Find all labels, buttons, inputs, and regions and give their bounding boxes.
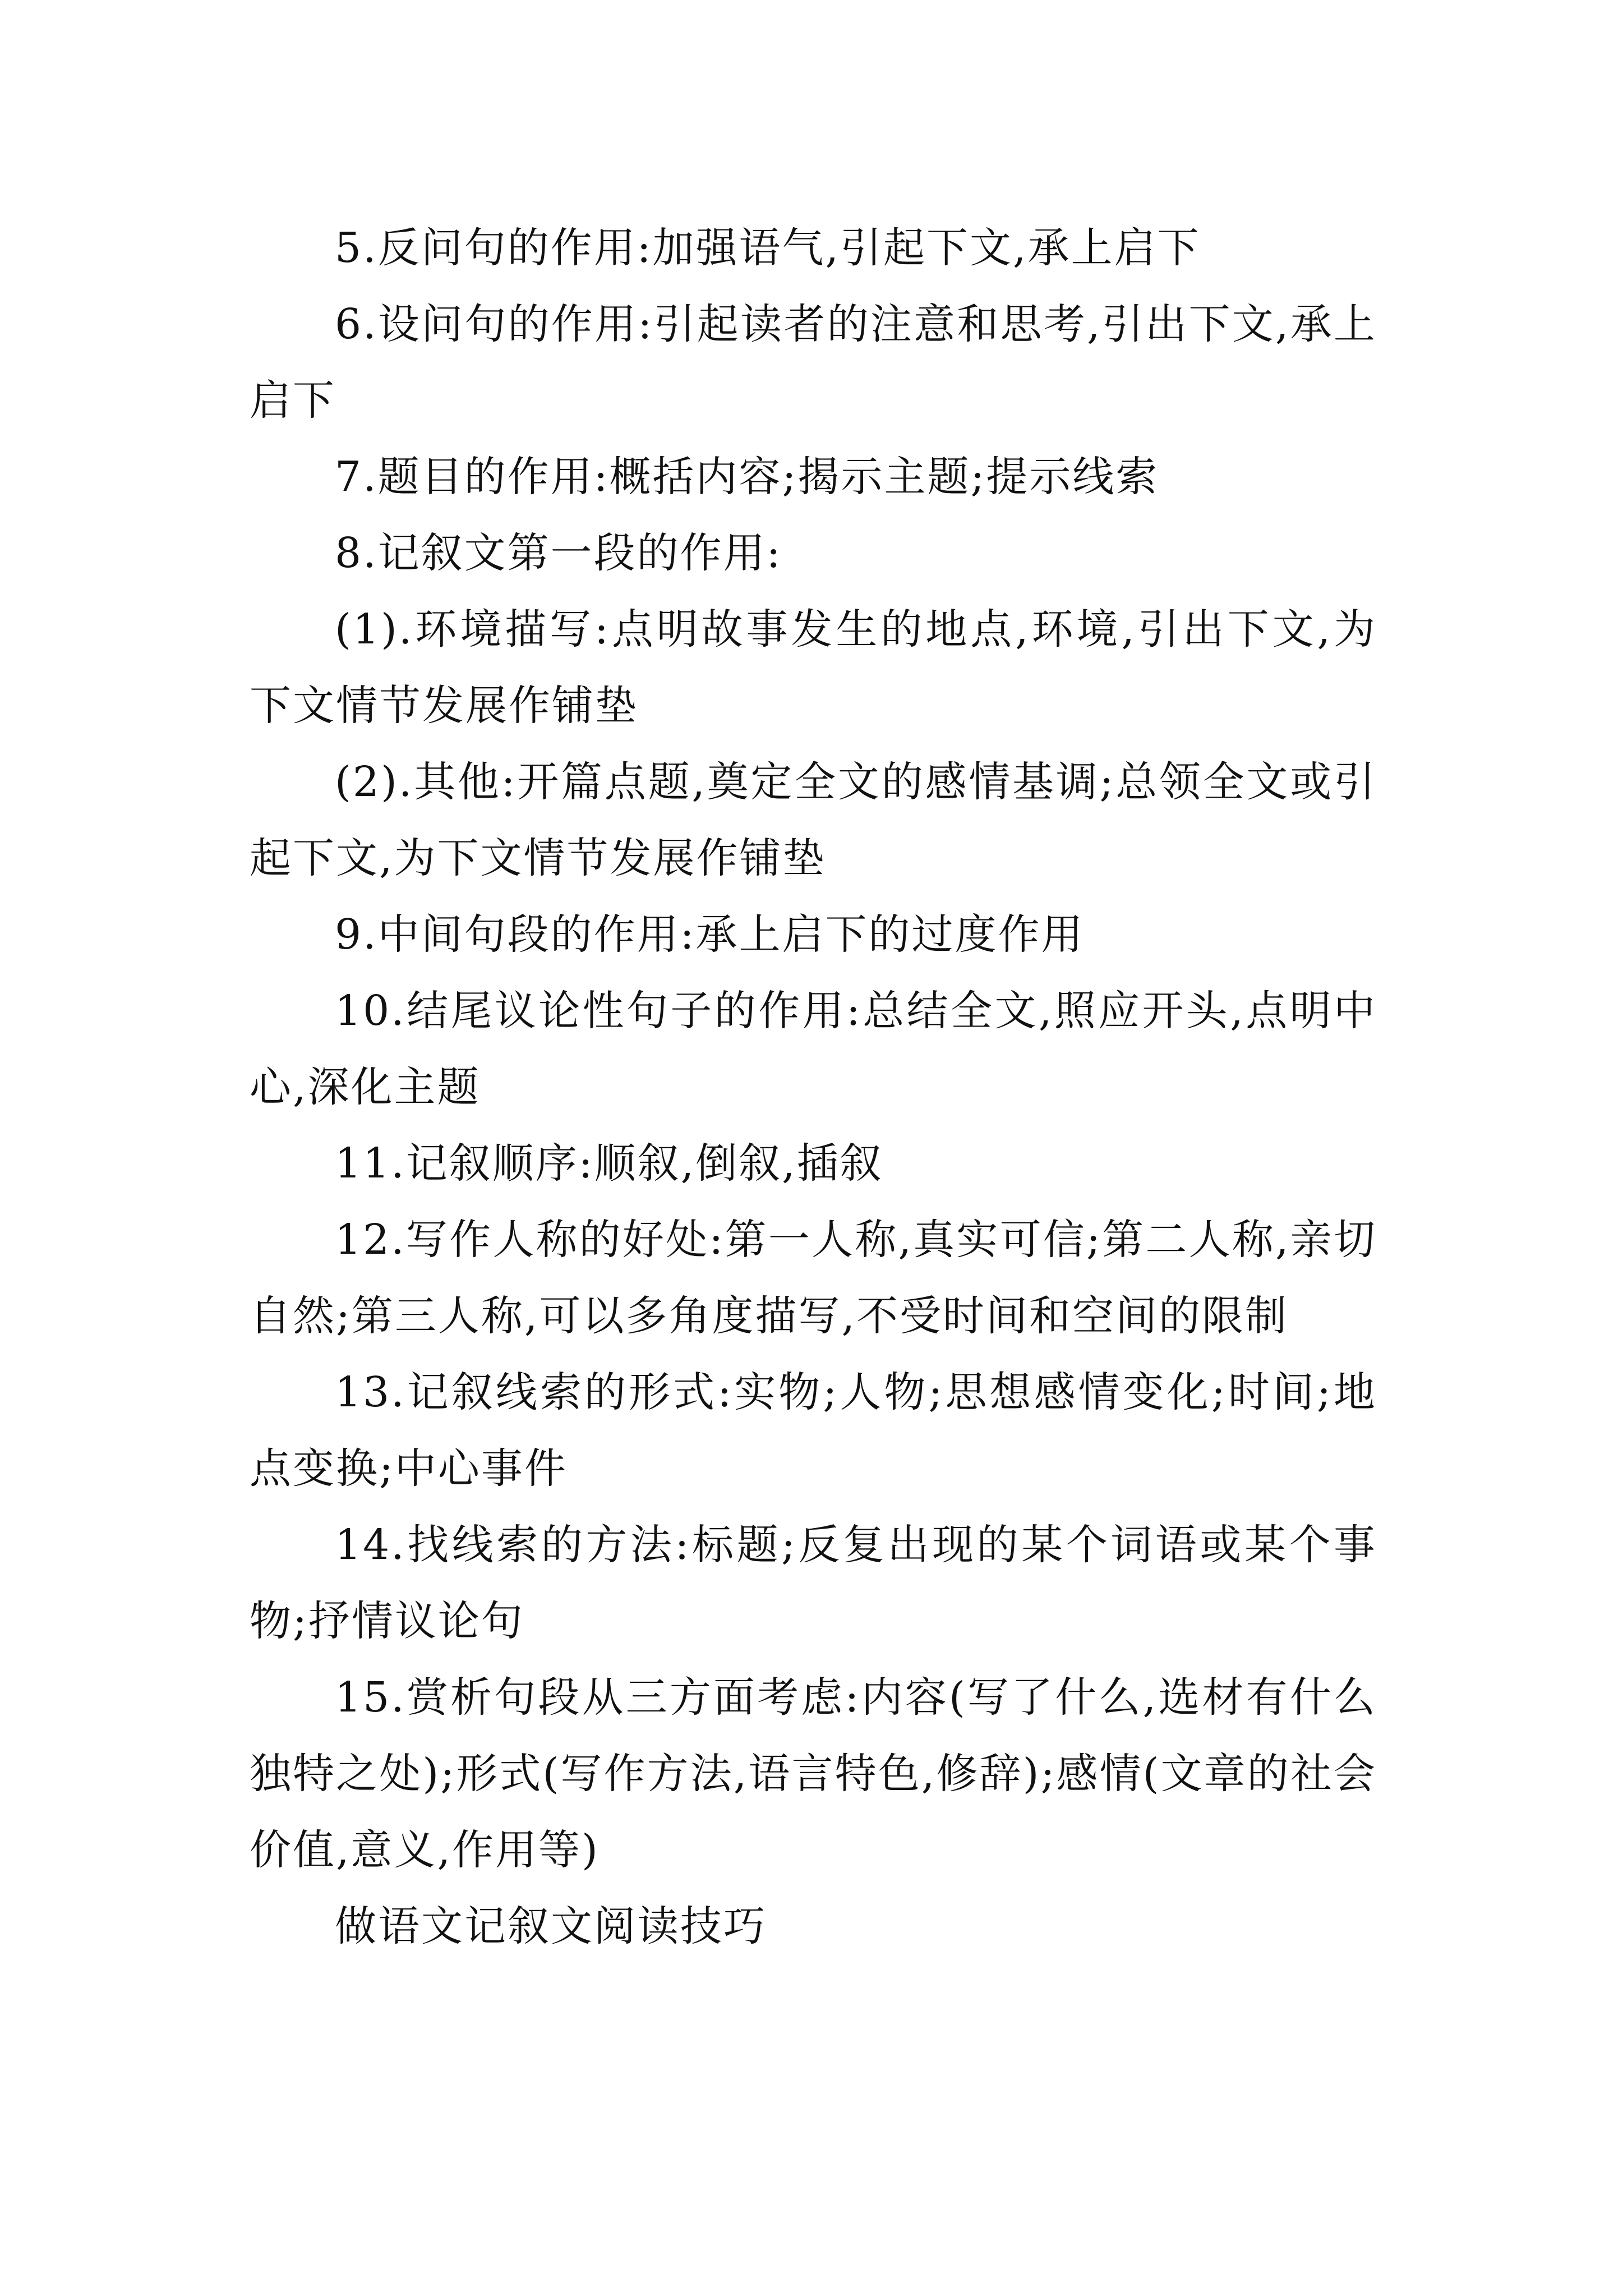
paragraph-5-rhetorical-question: 5.反问句的作用:加强语气,引起下文,承上启下 bbox=[335, 224, 1201, 272]
section-heading: 做语文记叙文阅读技巧 bbox=[335, 1902, 767, 1950]
paragraph-8-2-other: (2).其他:开篇点题,奠定全文的感情基调;总领全文或引起下文,为下文情节发展作铺垫 bbox=[250, 758, 1377, 882]
paragraph-8-1-environment: (1).环境描写:点明故事发生的地点,环境,引出下文,为下文情节发展作铺垫 bbox=[250, 605, 1377, 730]
paragraph-9-middle: 9.中间句段的作用:承上启下的过度作用 bbox=[335, 910, 1085, 959]
paragraph-11-order: 11.记叙顺序:顺叙,倒叙,插叙 bbox=[335, 1139, 883, 1188]
paragraph-7-title-function: 7.题目的作用:概括内容;揭示主题;提示线索 bbox=[335, 453, 1159, 501]
paragraph-10-ending: 10.结尾议论性句子的作用:总结全文,照应开头,点明中心,深化主题 bbox=[250, 987, 1377, 1111]
paragraph-8-first-section: 8.记叙文第一段的作用: bbox=[335, 529, 782, 577]
paragraph-12-person: 12.写作人称的好处:第一人称,真实可信;第二人称,亲切自然;第三人称,可以多角度描写,不受时间和空间的限制 bbox=[250, 1216, 1377, 1340]
paragraph-6-self-question: 6.设问句的作用:引起读者的注意和思考,引出下文,承上启下 bbox=[250, 300, 1377, 425]
document-body bbox=[250, 210, 1377, 1964]
paragraph-14-clue-methods: 14.找线索的方法:标题;反复出现的某个词语或某个事物;抒情议论句 bbox=[250, 1521, 1377, 1645]
paragraph-15-appreciation: 15.赏析句段从三方面考虑:内容(写了什么,选材有什么独特之处);形式(写作方法,语言特色,修辞);感情(文章的社会价值,意义,作用等) bbox=[250, 1673, 1377, 1874]
paragraph-13-clue-forms: 13.记叙线索的形式:实物;人物;思想感情变化;时间;地点变换;中心事件 bbox=[250, 1368, 1377, 1493]
